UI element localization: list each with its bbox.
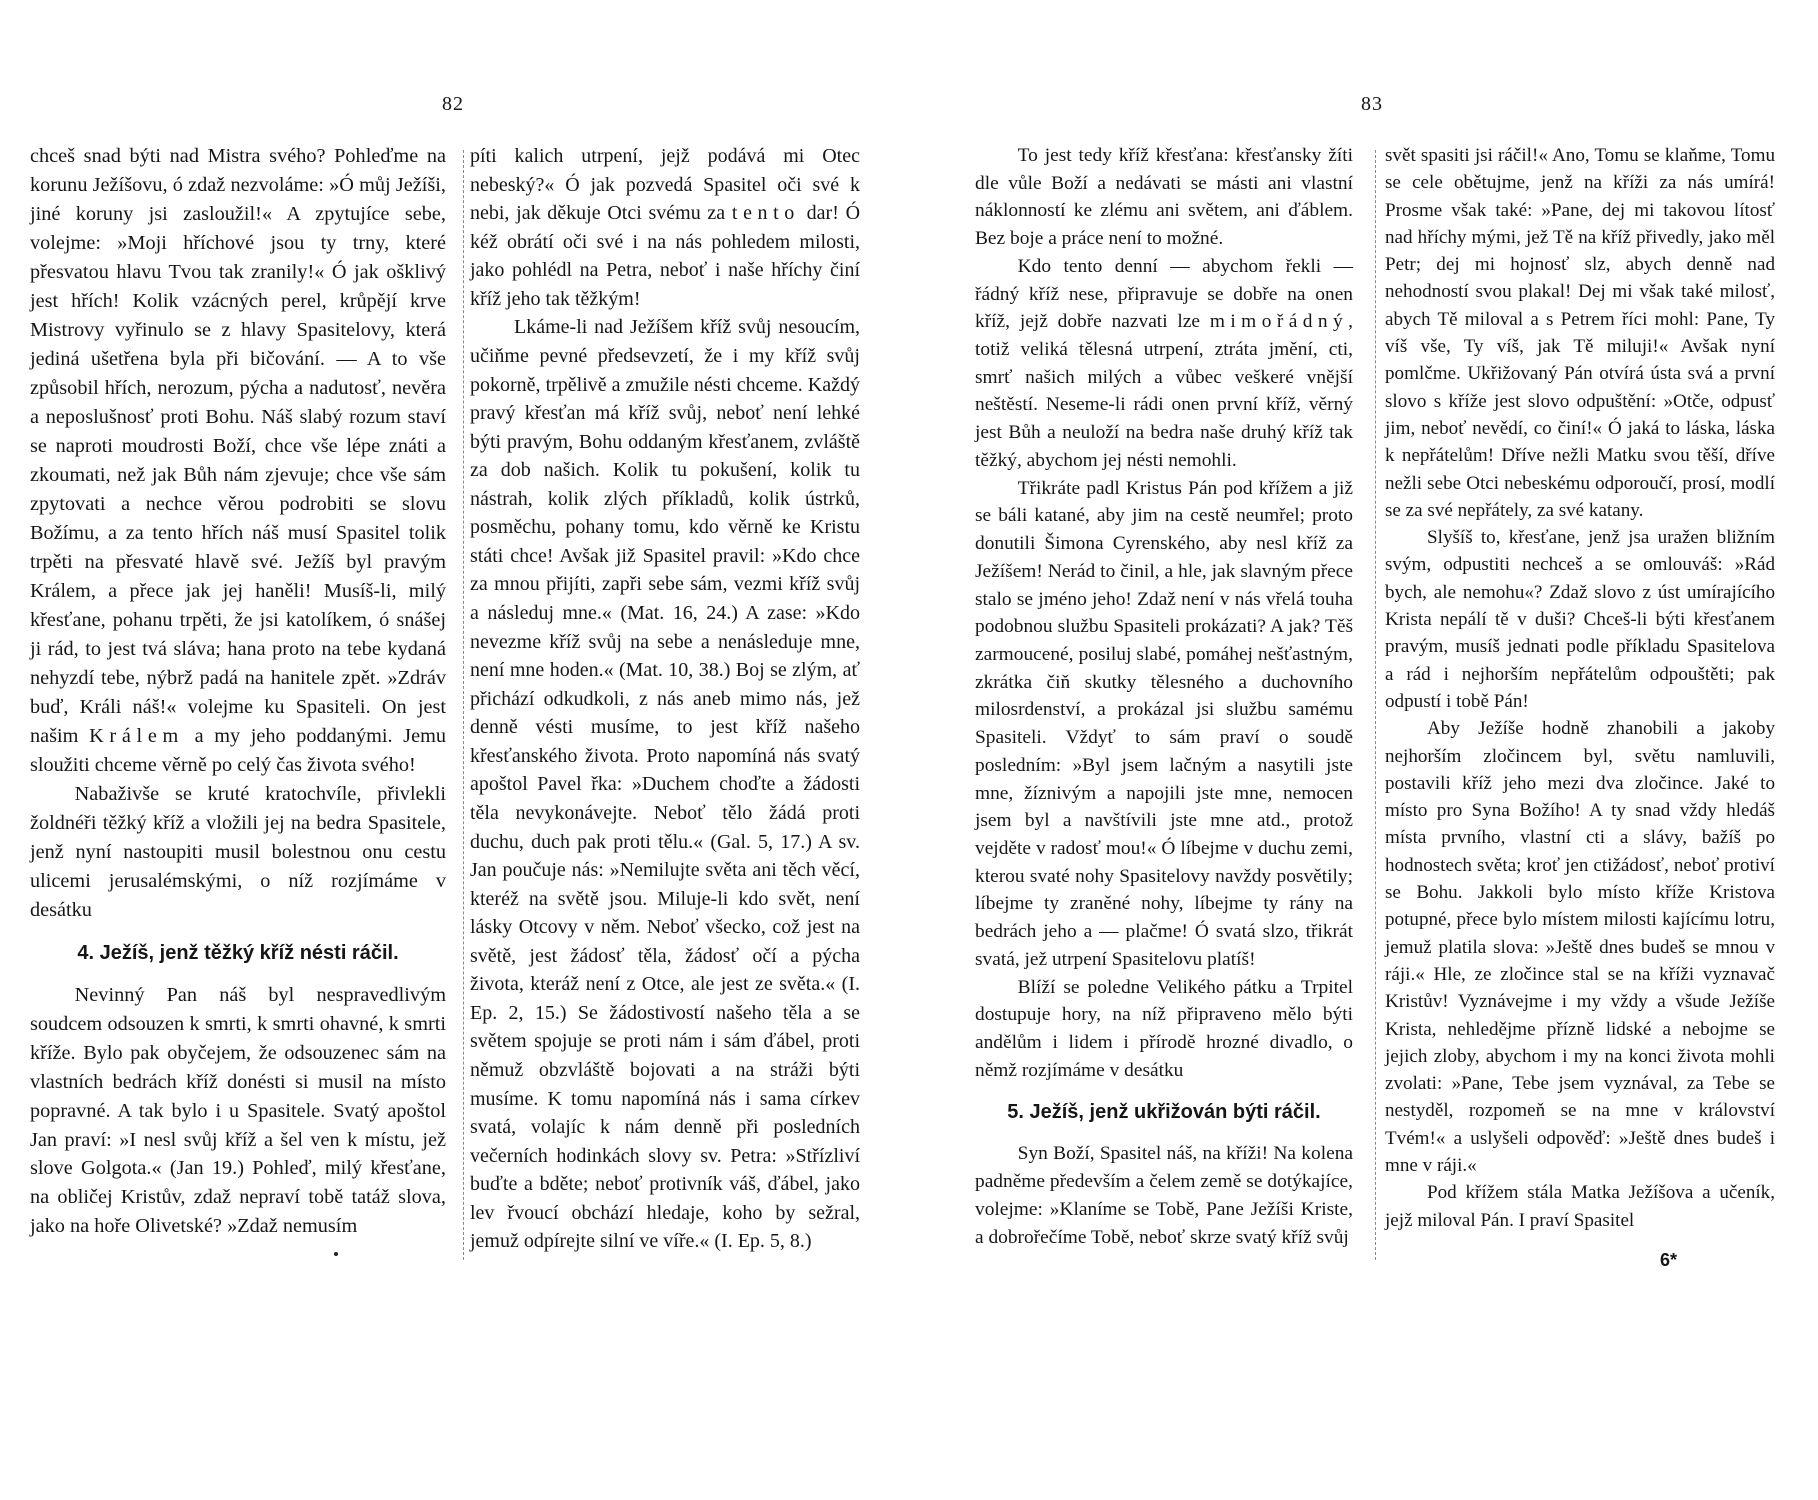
page-number-right: 83	[1361, 93, 1383, 115]
page-number-left: 82	[442, 93, 464, 115]
paragraph: Pod křížem stála Matka Ježíšova a učeník, jejž miloval Pán. I praví Spasitel	[1385, 1182, 1775, 1231]
paragraph: píti kalich utrpení, jejž podává mi Otec nebeský?« Ó jak pozvedá Spasitel oči své k nebi, jak děkuje Otci svému za tento dar! Ó kéž obrátí oči své i na nás pohledem milosti, jako pohlédl na Petra, neboť i naše hříchy činí kříž jeho tak těžkým!	[470, 145, 861, 310]
paragraph: svět spasiti jsi ráčil!« Ano, Tomu se klaňme, Tomu se cele obětujme, jenž na kříži za nás umírá! Prosme však také: »Pane, dej mi takovou lítosť nad hříchy mými, jež Tě na kříž přivedly, jako měl Petr; dej mi hojnosť slz, abych denně nad nehodností svou plakal! Dej mi však také milosť, abych Tě miloval a s Petrem říci mohl: Pane, Ty víš vše, Ty víš, jak Tě miluji!« Avšak nyní pomlčme. Ukřižovaný Pán otvírá ústa svá a první slovo s kříže jest slovo odpuštění: »Otče, odpusť jim, neboť nevědí, co činí!« Ó jaká to láska, láska k nepřátelům! Dříve nežli Matku svou těší, dříve nežli sebe Otci nebeskému odporoučí, prosí, modlí se za své nepřátely, za své katany.	[1385, 145, 1775, 521]
column-divider	[1375, 150, 1376, 1260]
right-page-column-1	[975, 142, 1353, 1251]
paragraph: Nabaživše se kruté kratochvíle, přivlekli žoldnéři těžký kříž a vložili jej na bedra Spasitele, jenž nyní nastoupiti musil bolestnou onu cestu ulicemi jerusalémskými, o níž rozjímáme v desátku	[30, 782, 446, 921]
signature-mark: 6*	[1660, 1250, 1678, 1270]
paragraph: Nevinný Pan náš byl nespravedlivým soudcem odsouzen k smrti, k smrti ohavné, k smrti kříže. Bylo pak obyčejem, že odsouzenec sám na vlastních bedrách kříž donésti si musil na místo popravné. A tak bylo i u Spasitele. Svatý apoštol Jan praví: »I nesl svůj kříž a šel ven k místu, jež slove Golgota.« (Jan 19.) Pohleď, milý křesťane, na obličej Kristův, zdaž nepraví tobě tatáž slova, jako na hoře Olivetské? »Zdaž nemusím	[30, 983, 446, 1238]
paragraph: Blíží se poledne Velikého pátku a Trpitel dostupuje hory, na níž připraveno mělo býti andělům i lidem i přírodě hrozné divadlo, o němž rozjímáme v desátku	[975, 976, 1353, 1081]
column-divider	[463, 150, 464, 1260]
paragraph: Lkáme-li nad Ježíšem kříž svůj nesoucím, učiňme pevné předsevzetí, že i my kříž svůj pokorně, trpělivě a zmužile nésti chceme. Každý pravý křesťan má kříž svůj, neboť není lehké býti pravým, Bohu oddaným křesťanem, zvláště za dob našich. Kolik tu pokušení, kolik tu nástrah, kolik zlých příkladů, kolik ústrků, posměchu, pohany tomu, kdo věrně ke Kristu státi chce! Avšak již Spasitel pravil: »Kdo chce za mnou přijíti, zapři sebe sám, vezmi kříž svůj a následuj mne.« (Mat. 16, 24.) A zase: »Kdo nevezme kříž svůj na sebe a nenásleduje mne, není mne hoden.« (Mat. 10, 38.) Boj se zlým, ať přichází odkudkoli, z nás aneb mimo nás, jež denně vésti musíme, to jest kříž našeho křesťanského života. Proto napomíná nás svatý apoštol Pavel řka: »Duchem choďte a žádosti těla nevykonávejte. Neboť tělo žádá proti duchu, duch pak proti tělu.« (Gal. 5, 17.) A sv. Jan poučuje nás: »Nemilujte světa ani těch věcí, kteréž na světě jsou. Miluje-li kdo svět, není lásky Otcovy v něm. Neboť všecko, což jest na světě, jest žádosť těla, žádosť očí a pýcha života, kteráž není z Otce, ale jest ze světa.« (I. Ep. 2, 15.) Se žádostivostí našeho těla a se světem spojuje se proti nám i sám ďábel, proti němuž obzvláště bojovati a na stráži býti musíme. K tomu napomíná nás i sama církev svatá, volajíc k nám denně při posledních večerních hodinkách slovy sv. Petra: »Střízliví buďte a bděte; neboť protivník váš, ďábel, jako lev řvoucí obchází hledaje, koho by sežral, jemuž odpírejte silní ve víře.« (I. Ep. 5, 8.)	[470, 316, 860, 1253]
paragraph: Aby Ježíše hodně zhanobili a jakoby nejhorším zločincem byl, světu namluvili, postavili kříž jeho mezi dva zločince. Jaké to místo pro Syna Božího! A ty snad vždy hledáš místa prvního, vlastní cti a slávy, bažíš po hodnostech světa; kroť jen ctižádosť, neboť protiví se Bohu. Jakkoli bylo místo kříže Kristova potupné, přece bylo místem milosti kajícímu lotru, jemuž platila slova: »Ještě dnes budeš se mnou v ráji.« Hle, ze zločince stal se na kříži vyznavač Kristův! Vyznávejme i my vždy a všude Ježíše Krista, nehledějme přízně lidské a nebojme se jejich zloby, abychom i my na konci života mohli zvolati: »Pane, Tebe jsem vyznával, za Tebe se nestyděl, rozpomeň se na mne v království Tvém!« a uslyšeli odpověď: »Ještě dnes budeš i mne v ráji.«	[1385, 718, 1775, 1176]
left-page-column-2	[470, 142, 860, 1256]
paragraph: Třikráte padl Kristus Pán pod křížem a již se báli katané, aby jim na cestě neumřel; proto donutili Šimona Cyrenského, aby nesl kříž za Ježíšem! Nerád to činil, a hle, jak slavným přece stalo se jméno jeho! Zdaž není v nás vřelá touha podobnou službu Spasiteli prokázati? A jak? Těš zarmoucené, posiluj slabé, pomáhej nešťastným, zkrátka čiň skutky tělesného a duchovního milosrdenství, a prokázal jsi službu samému Spasiteli. Vždyť to sám praví o soudě posledním: »Byl jsem lačným a nasytili jste mne, žíznivým a napojili jste mne, nemocen jsem byl a navštívili jste mne atd., protož vejděte v radosť mou!« Ó líbejme v duchu zemi, kterou svaté nohy Spasitelovy navždy posvětily; líbejme ty zraněné nohy, líbejme ty rány na bedrách jeho a — plačme! Ó svatá slzo, třikrát svatá, jež utrpení Spasitelovu platíš!	[975, 477, 1353, 970]
paragraph: chceš snad býti nad Mistra svého? Pohleďme na korunu Ježíšovu, ó zdaž nezvoláme: »Ó můj Ježíši, jiné koruny jsi zasloužil!« A zpytujíce sebe, volejme: »Moji hříchové jsou ty trny, které přesvatou hlavu Tvou tak zranily!« Ó jak ošklivý jest hřích! Kolik vzácných perel, krůpějí krve Mistrovy vyřinulo se z hlavy Spasitelovy, která jediná ušetřena byla při bičování. — A to vše způsobil hřích, nerozum, pýcha a nadutosť, nevěra a neposlušnosť proti Bohu. Náš slabý rozum staví se naproti moudrosti Boží, chce vše lépe znáti a zkoumati, než jak Bůh nám zjevuje; chce vše sám zpytovati a nechce věrou podrobiti se slovu Božímu, a za tento hřích náš musí Spasitel tolik trpěti na přesvaté hlavě své. Ježíš byl pravým Králem, a přece jak jej haněli! Musíš-li, milý křesťane, pohanu trpěti, že jsi katolíkem, ó snášej ji rád, to jest tvá sláva; hana proto na tebe kydaná nehyzdí tebe, nýbrž padá na hanitele zpět. »Zdráv buď, Králi náš!« volejme ku Spasiteli. On jest našim Králem a my jeho poddanými. Jemu sloužiti chceme věrně po celý čas života svého!	[30, 145, 446, 776]
printer-dot	[334, 1252, 338, 1256]
section-heading: 5. Ježíš, jenž ukřižován býti ráčil.	[1007, 1101, 1321, 1124]
paragraph: Kdo tento denní — abychom řekli — řádný kříž nese, připravuje se dobře na onen kříž, jejž dobře nazvati lze mimořádný, totiž veliká tělesná utrpení, ztráta jmění, cti, smrť našich milých a vůbec veškeré vnější neštěstí. Neseme-li rádi onen první kříž, věrný jest Bůh a neuloží na bedra naše druhý kříž tak těžký, abychom jej nésti nemohli.	[975, 255, 1353, 471]
paragraph: Slyšíš to, křesťane, jenž jsa uražen bližním svým, odpustiti nechceš a se omlouváš: »Rád bych, ale nemohu«? Zdaž slovo z úst umírajícího Krista nepálí tě v duši? Chceš-li býti křesťanem pravým, musíš jednati podle příkladu Spasitelova a rád i nejhorším nepřátelům odpouštěti; pak odpustí i tobě Pán!	[1385, 527, 1775, 712]
section-heading: 4. Ježíš, jenž těžký kříž nésti ráčil.	[77, 941, 399, 964]
paragraph: To jest tedy kříž křesťana: křesťansky žíti dle vůle Boží a nedávati se másti ani vlastní náklonností ke zlému ani světem, ani ďáblem. Bez boje a práce není to možné.	[975, 145, 1353, 250]
right-page-column-2	[1385, 142, 1775, 1234]
paragraph: Syn Boží, Spasitel náš, na kříži! Na kolena padněme především a čelem země se dotýkajíce, volejme: »Klaníme se Tobě, Pane Ježíši Kriste, a dobrořečíme Tobě, neboť skrze svatý kříž svůj	[975, 1143, 1353, 1248]
left-page-column-1	[30, 142, 446, 1241]
